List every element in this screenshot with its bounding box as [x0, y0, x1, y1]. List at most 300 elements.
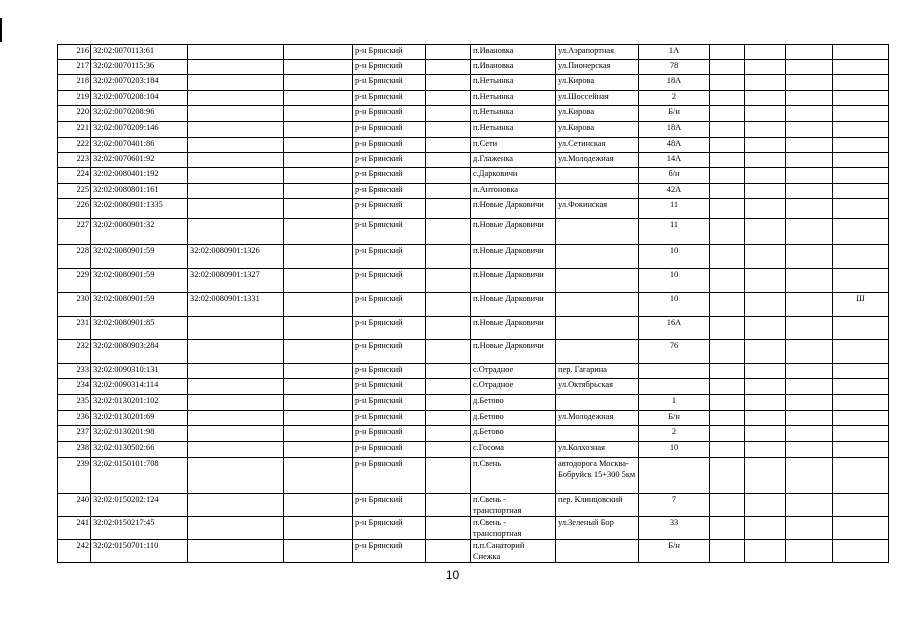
row-number: 234 [58, 379, 91, 395]
sub-cadastral-number [188, 184, 284, 199]
empty-cell [745, 442, 786, 458]
locality: п.Нетьинка [471, 75, 556, 91]
row-number: 225 [58, 184, 91, 199]
empty-cell [745, 184, 786, 199]
page-number: 10 [445, 568, 460, 582]
street: ул.Сетинская [556, 138, 639, 153]
street: ул.Пионерская [556, 60, 639, 75]
house-number [639, 458, 710, 494]
empty-cell [745, 411, 786, 426]
empty-cell [710, 426, 745, 442]
locality: п.Новые Дарковичи [471, 219, 556, 245]
empty-cell [426, 293, 471, 317]
empty-cell [786, 426, 833, 442]
locality: п.Ивановка [471, 45, 556, 60]
row-number: 223 [58, 153, 91, 168]
district: р-н Брянский [353, 458, 426, 494]
locality: п.Ивановка [471, 60, 556, 75]
category-mark [833, 517, 889, 540]
locality: с.Отрадное [471, 379, 556, 395]
empty-cell [426, 199, 471, 219]
empty-cell [284, 45, 353, 60]
category-mark [833, 426, 889, 442]
locality: п.Нетьинка [471, 91, 556, 106]
locality: п.Новые Дарковичи [471, 269, 556, 293]
sub-cadastral-number [188, 45, 284, 60]
sub-cadastral-number [188, 153, 284, 168]
house-number: Б/н [639, 411, 710, 426]
category-mark [833, 138, 889, 153]
district: р-н Брянский [353, 122, 426, 138]
category-mark [833, 494, 889, 517]
category-mark: Ш [833, 293, 889, 317]
district: р-н Брянский [353, 75, 426, 91]
table-row [58, 426, 889, 442]
empty-cell [710, 184, 745, 199]
empty-cell [284, 184, 353, 199]
district: р-н Брянский [353, 426, 426, 442]
empty-cell [710, 138, 745, 153]
empty-cell [745, 168, 786, 184]
table-row [58, 395, 889, 411]
empty-cell [426, 75, 471, 91]
house-number: 18А [639, 122, 710, 138]
locality: с.Дарковичи [471, 168, 556, 184]
house-number: 2 [639, 91, 710, 106]
cadastral-number: 32:02:0090310:131 [91, 364, 188, 379]
category-mark [833, 411, 889, 426]
cadastral-number: 32:02:0150217:45 [91, 517, 188, 540]
empty-cell [426, 442, 471, 458]
row-number: 228 [58, 245, 91, 269]
empty-cell [426, 45, 471, 60]
sub-cadastral-number [188, 426, 284, 442]
row-number: 216 [58, 45, 91, 60]
street [556, 245, 639, 269]
empty-cell [284, 293, 353, 317]
street: ул.Колхозная [556, 442, 639, 458]
empty-cell [786, 379, 833, 395]
locality: д.Бетово [471, 411, 556, 426]
empty-cell [745, 426, 786, 442]
sub-cadastral-number: 32:02:0080901:1331 [188, 293, 284, 317]
house-number: 10 [639, 442, 710, 458]
empty-cell [786, 45, 833, 60]
house-number: 18А [639, 75, 710, 91]
row-number: 233 [58, 364, 91, 379]
street [556, 340, 639, 364]
empty-cell [284, 91, 353, 106]
district: р-н Брянский [353, 442, 426, 458]
row-number: 240 [58, 494, 91, 517]
category-mark [833, 379, 889, 395]
empty-cell [284, 219, 353, 245]
street [556, 219, 639, 245]
table-row [58, 168, 889, 184]
house-number: 11 [639, 199, 710, 219]
empty-cell [284, 540, 353, 563]
scan-edge-mark [0, 18, 2, 42]
cadastral-number: 32:02:0080801:161 [91, 184, 188, 199]
register-table-body [58, 45, 889, 563]
district: р-н Брянский [353, 106, 426, 122]
empty-cell [786, 122, 833, 138]
row-number: 235 [58, 395, 91, 411]
row-number: 217 [58, 60, 91, 75]
street: ул.Шоссейная [556, 91, 639, 106]
table-row [58, 442, 889, 458]
empty-cell [284, 340, 353, 364]
empty-cell [745, 75, 786, 91]
sub-cadastral-number [188, 442, 284, 458]
house-number [639, 364, 710, 379]
table-row [58, 540, 889, 563]
empty-cell [426, 340, 471, 364]
table-row [58, 494, 889, 517]
locality: п.Новые Дарковичи [471, 293, 556, 317]
category-mark [833, 364, 889, 379]
empty-cell [426, 106, 471, 122]
table-row [58, 293, 889, 317]
house-number: 2 [639, 426, 710, 442]
register-table [57, 44, 889, 563]
street: пер. Клинцовский [556, 494, 639, 517]
empty-cell [710, 91, 745, 106]
empty-cell [745, 458, 786, 494]
empty-cell [426, 411, 471, 426]
street: ул.Аэрапортная [556, 45, 639, 60]
locality: д.Бетово [471, 395, 556, 411]
empty-cell [284, 199, 353, 219]
category-mark [833, 269, 889, 293]
locality: п.Новые Дарковичи [471, 317, 556, 340]
locality: п.Новые Дарковичи [471, 340, 556, 364]
locality: п.п.Санаторий Снежка [471, 540, 556, 563]
empty-cell [786, 91, 833, 106]
category-mark [833, 153, 889, 168]
cadastral-number: 32:02:0080901:32 [91, 219, 188, 245]
empty-cell [786, 494, 833, 517]
empty-cell [710, 364, 745, 379]
empty-cell [284, 411, 353, 426]
table-row [58, 517, 889, 540]
table-row [58, 106, 889, 122]
empty-cell [745, 494, 786, 517]
empty-cell [786, 245, 833, 269]
house-number: 14А [639, 153, 710, 168]
cadastral-number: 32:02:0130502:66 [91, 442, 188, 458]
district: р-н Брянский [353, 199, 426, 219]
district: р-н Брянский [353, 293, 426, 317]
sub-cadastral-number [188, 517, 284, 540]
table-row [58, 45, 889, 60]
cadastral-number: 32:02:0130201:98 [91, 426, 188, 442]
row-number: 219 [58, 91, 91, 106]
house-number: 76 [639, 340, 710, 364]
category-mark [833, 395, 889, 411]
empty-cell [786, 60, 833, 75]
empty-cell [284, 364, 353, 379]
empty-cell [745, 364, 786, 379]
empty-cell [710, 540, 745, 563]
empty-cell [426, 245, 471, 269]
empty-cell [786, 153, 833, 168]
empty-cell [745, 138, 786, 153]
sub-cadastral-number [188, 411, 284, 426]
empty-cell [710, 106, 745, 122]
empty-cell [745, 269, 786, 293]
table-row [58, 60, 889, 75]
table-row [58, 219, 889, 245]
empty-cell [426, 494, 471, 517]
sub-cadastral-number [188, 364, 284, 379]
empty-cell [284, 458, 353, 494]
empty-cell [786, 184, 833, 199]
cadastral-number: 32:02:0080901:59 [91, 293, 188, 317]
locality: п.Антоновка [471, 184, 556, 199]
empty-cell [710, 317, 745, 340]
sub-cadastral-number [188, 340, 284, 364]
empty-cell [786, 293, 833, 317]
empty-cell [710, 293, 745, 317]
empty-cell [710, 411, 745, 426]
street [556, 317, 639, 340]
category-mark [833, 106, 889, 122]
row-number: 238 [58, 442, 91, 458]
street: ул.Фокинская [556, 199, 639, 219]
locality: п.Сети [471, 138, 556, 153]
empty-cell [284, 168, 353, 184]
cadastral-number: 32:02:0150701:110 [91, 540, 188, 563]
category-mark [833, 122, 889, 138]
empty-cell [710, 153, 745, 168]
row-number: 221 [58, 122, 91, 138]
sub-cadastral-number [188, 494, 284, 517]
empty-cell [745, 379, 786, 395]
category-mark [833, 199, 889, 219]
sub-cadastral-number [188, 379, 284, 395]
street: ул.Октябрьская [556, 379, 639, 395]
district: р-н Брянский [353, 60, 426, 75]
empty-cell [284, 517, 353, 540]
table-row [58, 317, 889, 340]
sub-cadastral-number [188, 138, 284, 153]
house-number: 33 [639, 517, 710, 540]
category-mark [833, 91, 889, 106]
empty-cell [284, 138, 353, 153]
table-row [58, 91, 889, 106]
category-mark [833, 340, 889, 364]
sub-cadastral-number [188, 60, 284, 75]
empty-cell [710, 122, 745, 138]
empty-cell [426, 219, 471, 245]
table-row [58, 184, 889, 199]
empty-cell [710, 494, 745, 517]
empty-cell [710, 517, 745, 540]
district: р-н Брянский [353, 340, 426, 364]
category-mark [833, 245, 889, 269]
district: р-н Брянский [353, 317, 426, 340]
empty-cell [745, 293, 786, 317]
street: ул.Молодежная [556, 153, 639, 168]
empty-cell [426, 317, 471, 340]
category-mark [833, 442, 889, 458]
empty-cell [786, 364, 833, 379]
cadastral-number: 32:02:0070208:104 [91, 91, 188, 106]
empty-cell [786, 168, 833, 184]
street [556, 426, 639, 442]
row-number: 222 [58, 138, 91, 153]
row-number: 239 [58, 458, 91, 494]
empty-cell [426, 168, 471, 184]
locality: д.Бетово [471, 426, 556, 442]
empty-cell [710, 340, 745, 364]
sub-cadastral-number [188, 75, 284, 91]
row-number: 241 [58, 517, 91, 540]
street: ул.Кирова [556, 106, 639, 122]
sub-cadastral-number [188, 317, 284, 340]
row-number: 237 [58, 426, 91, 442]
empty-cell [426, 364, 471, 379]
category-mark [833, 45, 889, 60]
row-number: 220 [58, 106, 91, 122]
locality: п.Нетьинка [471, 122, 556, 138]
house-number: б/н [639, 168, 710, 184]
empty-cell [284, 60, 353, 75]
empty-cell [426, 379, 471, 395]
locality: с.Госома [471, 442, 556, 458]
district: р-н Брянский [353, 517, 426, 540]
row-number: 232 [58, 340, 91, 364]
empty-cell [426, 153, 471, 168]
row-number: 236 [58, 411, 91, 426]
category-mark [833, 540, 889, 563]
category-mark [833, 168, 889, 184]
house-number: 7 [639, 494, 710, 517]
district: р-н Брянский [353, 411, 426, 426]
empty-cell [710, 168, 745, 184]
table-row [58, 122, 889, 138]
empty-cell [745, 60, 786, 75]
empty-cell [710, 75, 745, 91]
street [556, 269, 639, 293]
street: ул.Кирова [556, 122, 639, 138]
sub-cadastral-number: 32:02:0080901:1326 [188, 245, 284, 269]
empty-cell [426, 269, 471, 293]
street: ул.Зеленый Бор [556, 517, 639, 540]
locality: с.Отрадное [471, 364, 556, 379]
empty-cell [745, 45, 786, 60]
empty-cell [426, 91, 471, 106]
empty-cell [745, 219, 786, 245]
empty-cell [786, 199, 833, 219]
district: р-н Брянский [353, 45, 426, 60]
table-row [58, 245, 889, 269]
empty-cell [710, 269, 745, 293]
row-number: 224 [58, 168, 91, 184]
locality: п.Свень - транспортная [471, 517, 556, 540]
category-mark [833, 317, 889, 340]
empty-cell [786, 106, 833, 122]
house-number: 11 [639, 219, 710, 245]
house-number: 10 [639, 293, 710, 317]
cadastral-number: 32:02:0070113:61 [91, 45, 188, 60]
sub-cadastral-number [188, 122, 284, 138]
table-row [58, 269, 889, 293]
empty-cell [710, 60, 745, 75]
district: р-н Брянский [353, 540, 426, 563]
empty-cell [710, 219, 745, 245]
row-number: 226 [58, 199, 91, 219]
district: р-н Брянский [353, 269, 426, 293]
district: р-н Брянский [353, 138, 426, 153]
district: р-н Брянский [353, 184, 426, 199]
empty-cell [426, 122, 471, 138]
empty-cell [745, 317, 786, 340]
empty-cell [710, 458, 745, 494]
empty-cell [786, 138, 833, 153]
empty-cell [284, 153, 353, 168]
house-number [639, 379, 710, 395]
empty-cell [786, 540, 833, 563]
sub-cadastral-number [188, 91, 284, 106]
sub-cadastral-number [188, 168, 284, 184]
empty-cell [710, 442, 745, 458]
street: ул.Молодежная [556, 411, 639, 426]
cadastral-number: 32:02:0080901:85 [91, 317, 188, 340]
category-mark [833, 75, 889, 91]
empty-cell [786, 411, 833, 426]
empty-cell [426, 395, 471, 411]
cadastral-number: 32:02:0080903:284 [91, 340, 188, 364]
empty-cell [745, 106, 786, 122]
table-row [58, 364, 889, 379]
empty-cell [426, 540, 471, 563]
empty-cell [426, 426, 471, 442]
locality: п.Новые Дарковичи [471, 245, 556, 269]
empty-cell [745, 153, 786, 168]
empty-cell [745, 395, 786, 411]
empty-cell [426, 60, 471, 75]
sub-cadastral-number [188, 106, 284, 122]
empty-cell [786, 517, 833, 540]
house-number: 10 [639, 269, 710, 293]
empty-cell [284, 395, 353, 411]
cadastral-number: 32:02:0080401:192 [91, 168, 188, 184]
empty-cell [745, 517, 786, 540]
street: пер. Гагарина [556, 364, 639, 379]
house-number: 10 [639, 245, 710, 269]
district: р-н Брянский [353, 379, 426, 395]
empty-cell [710, 199, 745, 219]
empty-cell [284, 122, 353, 138]
district: р-н Брянский [353, 168, 426, 184]
street [556, 395, 639, 411]
sub-cadastral-number [188, 540, 284, 563]
cadastral-number: 32:02:0070401:86 [91, 138, 188, 153]
empty-cell [710, 395, 745, 411]
cadastral-number: 32:02:0150101:708 [91, 458, 188, 494]
cadastral-number: 32:02:0070115:36 [91, 60, 188, 75]
sub-cadastral-number [188, 199, 284, 219]
street [556, 540, 639, 563]
row-number: 227 [58, 219, 91, 245]
house-number: 48А [639, 138, 710, 153]
category-mark [833, 184, 889, 199]
empty-cell [786, 75, 833, 91]
table-row [58, 379, 889, 395]
row-number: 242 [58, 540, 91, 563]
